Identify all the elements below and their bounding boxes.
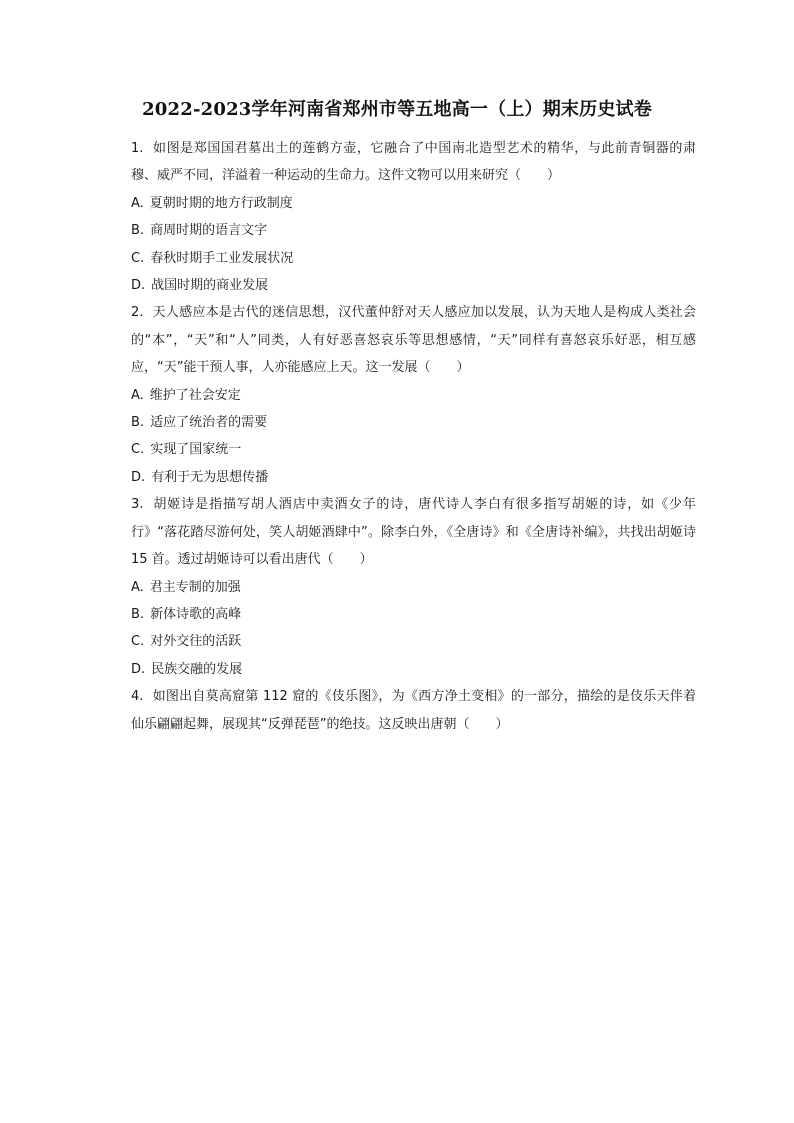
question-stem <box>131 683 696 738</box>
question-2 <box>131 299 696 491</box>
option-d <box>131 656 696 683</box>
option-c <box>131 245 696 272</box>
option-text: 对外交往的活跃 <box>150 634 242 650</box>
question-text: 如图出自莫高窟第 112 窟的《伎乐图》，为《西方净土变相》的一部分，描绘的是伎乐天伴着仙乐翩翩起舞，展现其“反弹琵琶”的绝技。这反映出唐朝（ ） <box>131 689 696 732</box>
option-b <box>131 217 696 244</box>
option-text: 夏朝时期的地方行政制度 <box>149 195 293 211</box>
option-key: D. <box>131 278 146 294</box>
option-text: 春秋时期手工业发展状况 <box>150 250 294 266</box>
option-text: 有利于无为思想传播 <box>151 469 269 485</box>
question-number: 3. <box>131 497 144 513</box>
option-text: 商周时期的语言文字 <box>150 223 268 239</box>
question-number: 1. <box>131 141 144 156</box>
option-text: 战国时期的商业发展 <box>151 278 269 294</box>
option-c <box>131 436 696 463</box>
option-key: C. <box>131 634 145 650</box>
question-stem <box>131 299 696 381</box>
option-text: 维护了社会安定 <box>149 387 241 403</box>
question-4 <box>131 683 696 738</box>
option-text: 适应了统治者的需要 <box>150 415 268 431</box>
option-d <box>131 464 696 491</box>
question-number: 4. <box>131 689 144 705</box>
question-list <box>131 135 696 738</box>
question-3 <box>131 491 696 683</box>
option-key: A. <box>131 579 144 595</box>
question-text: 如图是郑国国君墓出土的莲鹤方壶，它融合了中国南北造型艺术的精华，与此前青铜器的肃穆、威严不同，洋溢着一种运动的生命力。这件文物可以用来研究（ ） <box>131 141 696 184</box>
question-stem <box>131 135 696 190</box>
option-key: D. <box>131 469 146 485</box>
option-text: 实现了国家统一 <box>150 442 242 458</box>
option-b <box>131 409 696 436</box>
option-text: 君主专制的加强 <box>149 579 241 595</box>
question-stem <box>131 491 696 573</box>
option-key: A. <box>131 195 144 211</box>
question-number: 2. <box>131 305 144 321</box>
option-text: 民族交融的发展 <box>151 661 243 677</box>
option-key: B. <box>131 415 145 431</box>
option-key: A. <box>131 387 144 403</box>
option-key: D. <box>131 661 146 677</box>
option-c <box>131 628 696 655</box>
option-key: C. <box>131 250 145 266</box>
question-text: 天人感应本是古代的迷信思想，汉代董仲舒对天人感应加以发展，认为天地人是构成人类社会的“本”，“天”和“人”同类，人有好恶喜怒哀乐等思想感情，“天”同样有喜怒哀乐好恶，相互感应，“天”能干预人事，人亦能感应上天。这一发展（ ） <box>131 305 696 376</box>
option-a <box>131 382 696 409</box>
option-a <box>131 190 696 217</box>
option-key: B. <box>131 606 145 622</box>
option-d <box>131 272 696 299</box>
option-text: 新体诗歌的高峰 <box>150 606 242 622</box>
option-key: C. <box>131 442 145 458</box>
option-b <box>131 601 696 628</box>
question-1 <box>131 135 696 299</box>
page-title: 2022-2023学年河南省郑州市等五地高一（上）期末历史试卷 <box>142 99 652 120</box>
option-a <box>131 574 696 601</box>
question-text: 胡姬诗是指描写胡人酒店中卖酒女子的诗，唐代诗人李白有很多指写胡姬的诗，如《少年行》“落花踏尽游何处，笑人胡姬酒肆中”。除李白外，《全唐诗》和《全唐诗补编》，共找出胡姬诗 15 首。透过胡姬诗可以看出唐代（ ） <box>131 497 696 568</box>
option-key: B. <box>131 223 145 239</box>
